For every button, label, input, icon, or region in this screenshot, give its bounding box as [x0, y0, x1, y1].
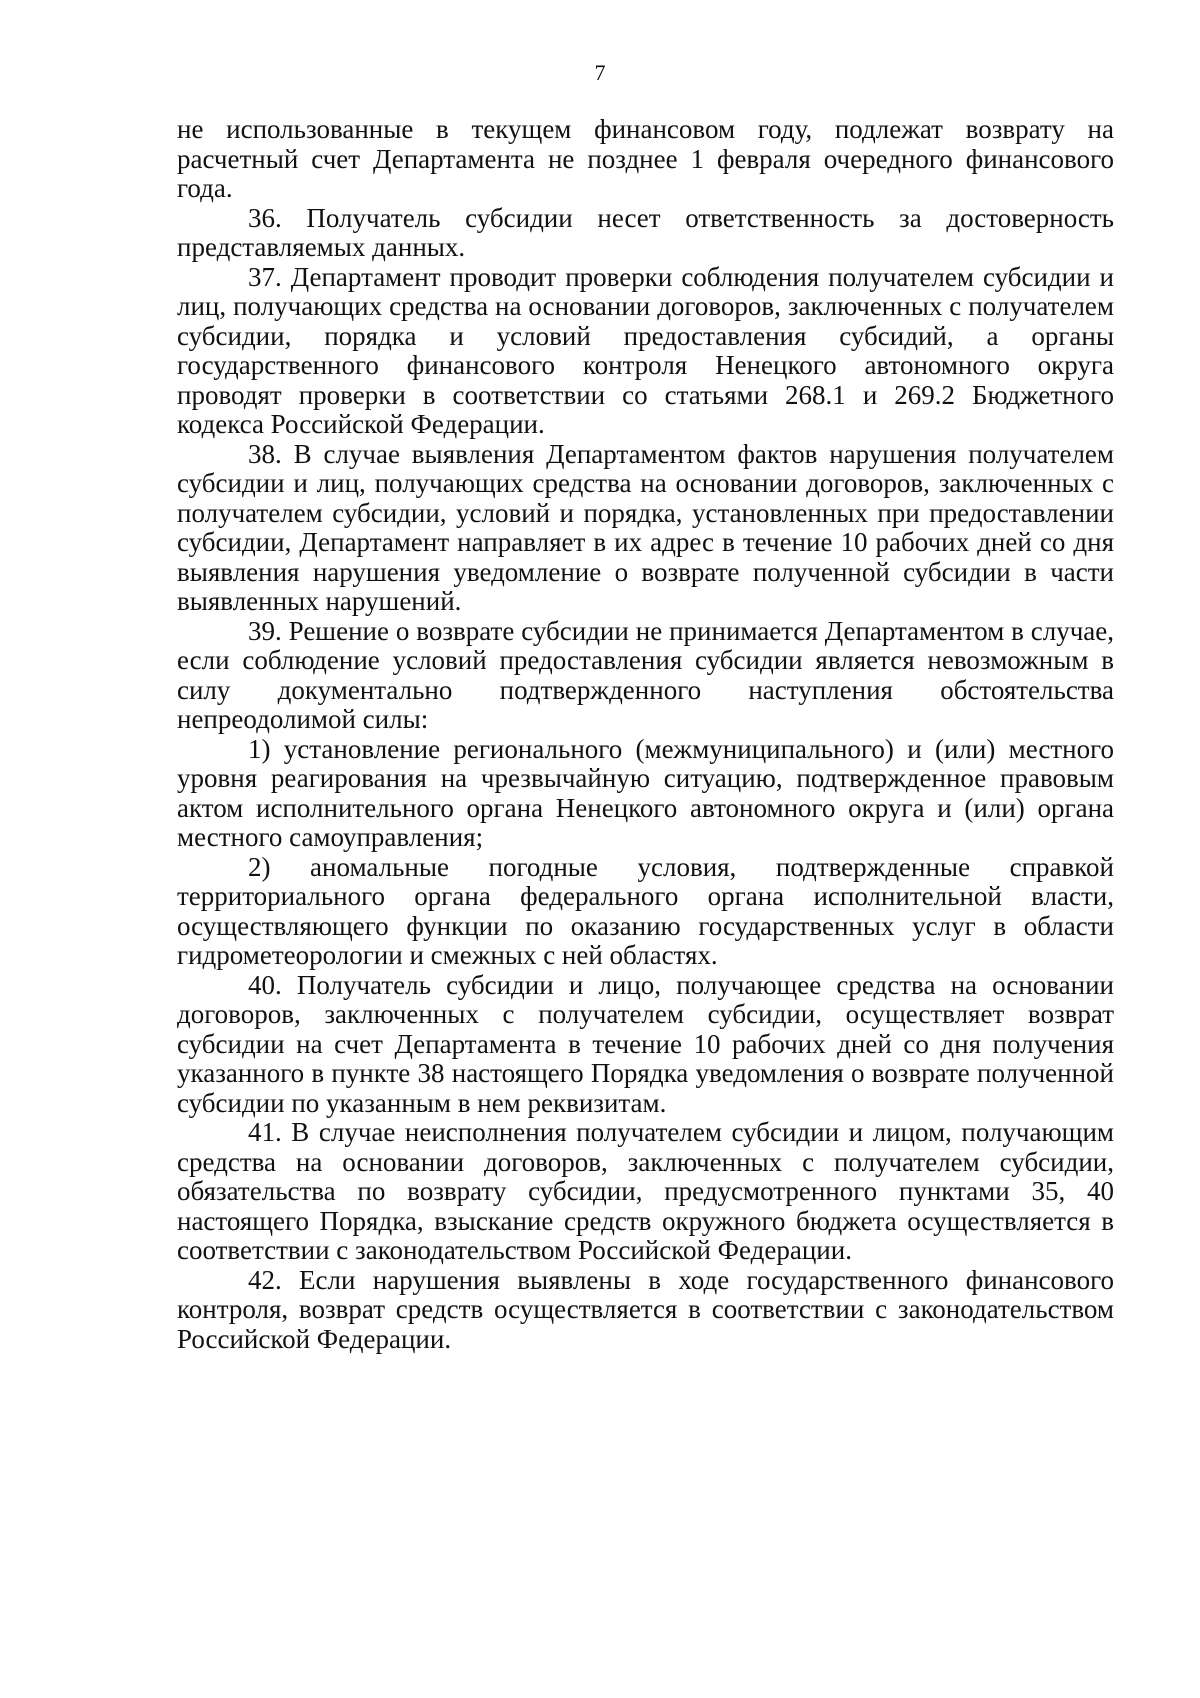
paragraph-39-item-1: 1) установление регионального (межмуниципального) и (или) местного уровня реагирования на чрезвычайную ситуацию, подтвержденное правовым актом исполнительного органа Ненецкого автономного округа и (или) органа местного самоуправления; [177, 733, 1114, 852]
paragraph-42: 42. Если нарушения выявлены в ходе государственного финансового контроля, возврат средств осуществляется в соответствии с законодательством Российской Федерации. [177, 1264, 1114, 1354]
paragraph-40: 40. Получатель субсидии и лицо, получающее средства на основании договоров, заключенных с получателем субсидии, осуществляет возврат субсидии на счет Департамента в течение 10 рабочих дней со дня получения указанного в пункте 38 настоящего Порядка уведомления о возврате полученной субсидии по указанным в нем реквизитам. [177, 969, 1114, 1118]
document-body [177, 115, 1114, 1354]
paragraph-39: 39. Решение о возврате субсидии не принимается Департаментом в случае, если соблюдение условий предоставления субсидии является невозможным в силу документально подтвержденного наступления обстоятельства непреодолимой силы: [177, 615, 1114, 734]
paragraph-37: 37. Департамент проводит проверки соблюдения получателем субсидии и лиц, получающих средства на основании договоров, заключенных с получателем субсидии, порядка и условий предоставления субсидий, а органы государственного финансового контроля Ненецкого автономного округа проводят проверки в соответствии со статьями 268.1 и 269.2 Бюджетного кодекса Российской Федерации. [177, 261, 1114, 439]
paragraph-39-item-2: 2) аномальные погодные условия, подтвержденные справкой территориального органа федерального органа исполнительной власти, осуществляющего функции по оказанию государственных услуг в области гидрометеорологии и смежных с ней областях. [177, 851, 1114, 970]
paragraph-38: 38. В случае выявления Департаментом фактов нарушения получателем субсидии и лиц, получающих средства на основании договоров, заключенных с получателем субсидии, условий и порядка, установленных при предоставлении субсидии, Департамент направляет в их адрес в течение 10 рабочих дней со дня выявления нарушения уведомление о возврате полученной субсидии в части выявленных нарушений. [177, 438, 1114, 616]
paragraph-36: 36. Получатель субсидии несет ответственность за достоверность представляемых данных. [177, 202, 1114, 262]
paragraph-continuation: не использованные в текущем финансовом году, подлежат возврату на расчетный счет Департамента не позднее 1 февраля очередного финансового года. [177, 114, 1114, 203]
page-number: 7 [594, 60, 606, 85]
paragraph-41: 41. В случае неисполнения получателем субсидии и лицом, получающим средства на основании договоров, заключенных с получателем субсидии, обязательства по возврату субсидии, предусмотренного пунктами 35, 40 настоящего Порядка, взыскание средств окружного бюджета осуществляется в соответствии с законодательством Российской Федерации. [177, 1117, 1114, 1265]
